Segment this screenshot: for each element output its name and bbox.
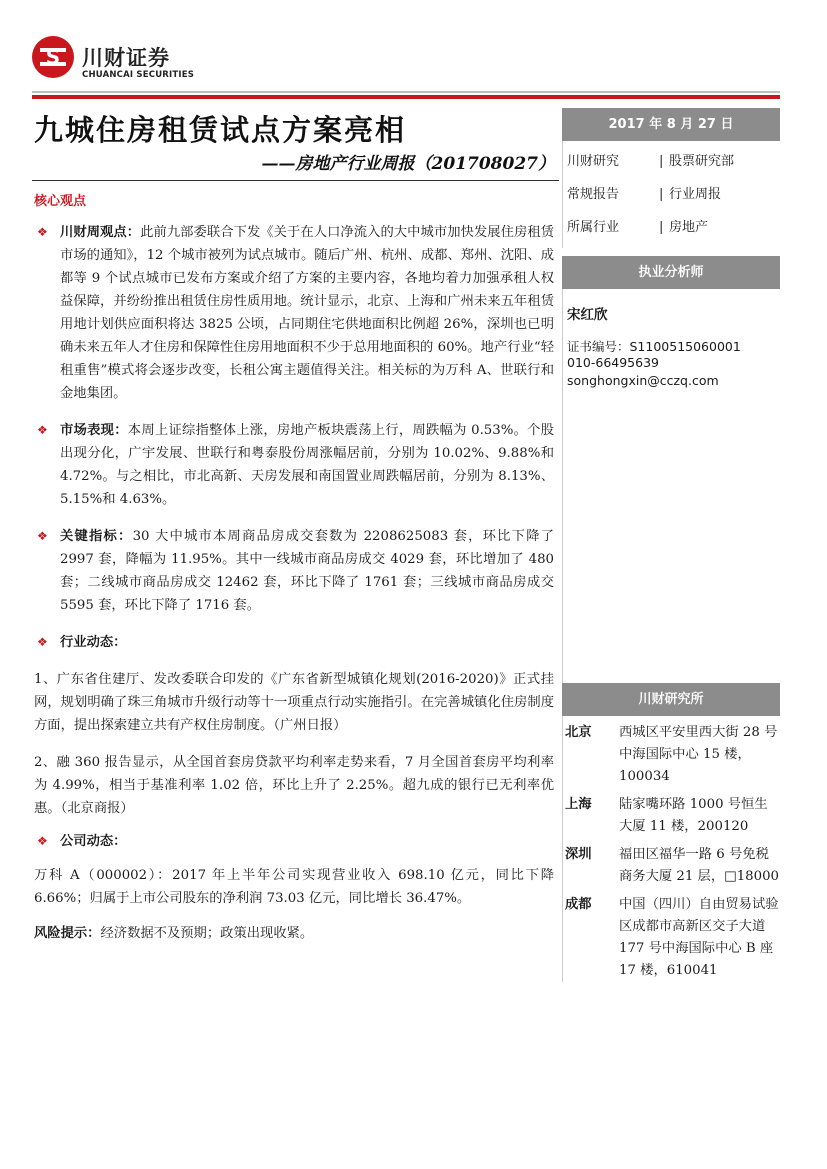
office-address: 西城区平安里西大街 28 号中海国际中心 15 楼，100034 bbox=[619, 725, 778, 784]
office-shanghai bbox=[563, 794, 780, 838]
analyst-name: 宋红欣 bbox=[567, 307, 608, 323]
section-company bbox=[34, 830, 554, 853]
info-row bbox=[563, 145, 780, 178]
risk-warning bbox=[34, 922, 554, 945]
office-city: 深圳 bbox=[565, 847, 592, 862]
info-separator: | bbox=[659, 220, 664, 235]
institute-header: 川财研究所 bbox=[562, 683, 780, 716]
info-value: 股票研究部 bbox=[669, 154, 735, 169]
report-date: 2017 年 8 月 27 日 bbox=[562, 108, 780, 141]
risk-text: 经济数据不及预期；政策出现收紧。 bbox=[100, 926, 314, 941]
industry-item-1: 1、广东省住建厅、发改委联合印发的《广东省新型城镇化规划(2016-2020)》正式挂网，规划明确了珠三角城市升级行动等十一项重点行动实施指引。在完善城镇化住房制度方面，提出探索建立共有产权住房制度。（广州日报） bbox=[34, 672, 554, 733]
report-subtitle: ——房地产行业周报（201708027） bbox=[261, 154, 555, 174]
section-label: 市场表现： bbox=[60, 423, 128, 438]
analyst-phone: 010-66495639 bbox=[567, 355, 659, 370]
main-content bbox=[34, 190, 554, 955]
office-city: 上海 bbox=[565, 797, 592, 812]
office-chengdu bbox=[563, 894, 780, 982]
section-text: 本周上证综指整体上涨，房地产板块震荡上行，周跌幅为 0.53%。个股出现分化，广宇发展、世联行和粤泰股份周涨幅居前，分别为 10.02%、9.88%和 4.72%。与之相比，市北高新、天房发展和南国置业周跌幅居前，分别为 8.13%、5.15%和 4.63%。 bbox=[60, 423, 555, 507]
industry-item-2: 2、融 360 报告显示，从全国首套房贷款平均利率走势来看，7 月全国首套房平均利率为 4.99%，相当于基准利率 1.02 倍，环比上升了 2.25%。超九成的银行已无利率优惠。（北京商报） bbox=[34, 755, 554, 816]
analyst-box bbox=[562, 289, 780, 683]
diamond-bullet-icon: ❖ bbox=[37, 834, 48, 848]
header-divider bbox=[32, 91, 780, 93]
diamond-bullet-icon: ❖ bbox=[37, 225, 48, 239]
report-info bbox=[562, 141, 780, 248]
office-beijing bbox=[563, 722, 780, 788]
office-shenzhen bbox=[563, 844, 780, 888]
section-text: 30 大中城市本周商品房成交套数为 2208625083 套，环比下降了 2997 套，降幅为 11.95%。其中一线城市商品房成交 4029 套，环比增加了 480 套；二线城市商品房成交 12462 套，环比下降了 1761 套；三线城市商品房成交 5595 套，环比下降了 1716 套。 bbox=[60, 529, 555, 613]
info-key: 所属行业 bbox=[567, 220, 620, 235]
info-row bbox=[563, 178, 780, 211]
analyst-email[interactable]: songhongxin@cczq.com bbox=[567, 373, 719, 388]
section-market bbox=[34, 419, 554, 511]
info-key: 常规报告 bbox=[567, 187, 620, 202]
info-value: 房地产 bbox=[669, 220, 709, 235]
info-separator: | bbox=[659, 187, 664, 202]
sidebar bbox=[562, 108, 780, 984]
risk-label: 风险提示： bbox=[34, 926, 101, 941]
analyst-cert: 证书编号：S1100515060001 bbox=[567, 339, 741, 354]
section-label: 行业动态： bbox=[60, 635, 127, 650]
office-city: 北京 bbox=[565, 725, 592, 740]
company-text: 万科 A（000002）：2017 年上半年公司实现营业收入 698.10 亿元，同比下降 6.66%；归属于上市公司股东的净利润 73.03 亿元，同比增长 36.47%。 bbox=[34, 868, 554, 906]
diamond-bullet-icon: ❖ bbox=[37, 635, 48, 649]
section-industry bbox=[34, 631, 554, 654]
report-title: 九城住房租赁试点方案亮相 bbox=[34, 113, 407, 147]
office-address: 中国（四川）自由贸易试验区成都市高新区交子大道 177 号中海国际中心 B 座 17 楼，610041 bbox=[619, 897, 779, 978]
info-row bbox=[563, 211, 780, 244]
title-divider bbox=[32, 180, 559, 181]
analyst-header: 执业分析师 bbox=[562, 256, 780, 289]
section-label: 川财周观点： bbox=[60, 225, 141, 240]
section-text: 此前九部委联合下发《关于在人口净流入的大中城市加快发展住房租赁市场的通知》，12 个城市被列为试点城市。随后广州、杭州、成都、郑州、沈阳、成都等 9 个试点城市已发布方案或介绍了方案的主要内容，各地均着力加强承租人权益保障，并纷纷推出租赁住房性质用地。统计显示，北京、上海和广州未来五年租赁用地计划供应面积将达 3825 公顷，占同期住宅供地面积比例超 26%，深圳也已明确未来五年人才住房和保障性住房用地面积不少于总用地面积的 60%。地产行业“轻租重售”模式将会逐步改变，长租公寓主题值得关注。相关标的为万科 A、世联行和金地集团。 bbox=[60, 225, 555, 401]
section-label: 公司动态： bbox=[60, 834, 127, 849]
info-key: 川财研究 bbox=[567, 154, 620, 169]
info-value: 行业周报 bbox=[669, 187, 722, 202]
chuancai-logo-icon: S bbox=[32, 36, 74, 78]
office-city: 成都 bbox=[565, 897, 592, 912]
section-label: 关键指标： bbox=[60, 529, 133, 544]
info-separator: | bbox=[659, 154, 664, 169]
brand-name-cn: 川财证券 bbox=[82, 46, 170, 70]
diamond-bullet-icon: ❖ bbox=[37, 423, 48, 437]
header-red-bar bbox=[32, 95, 780, 99]
office-address: 福田区福华一路 6 号免税商务大厦 21 层，□18000 bbox=[619, 847, 780, 884]
core-view-label: 核心观点 bbox=[34, 194, 87, 209]
diamond-bullet-icon: ❖ bbox=[37, 529, 48, 543]
section-weekly-view bbox=[34, 221, 554, 405]
brand-name-en: CHUANCAI SECURITIES bbox=[82, 70, 195, 80]
office-list bbox=[562, 716, 780, 982]
office-address: 陆家嘴环路 1000 号恒生大厦 11 楼，200120 bbox=[619, 797, 768, 834]
section-key-indicators bbox=[34, 525, 554, 617]
